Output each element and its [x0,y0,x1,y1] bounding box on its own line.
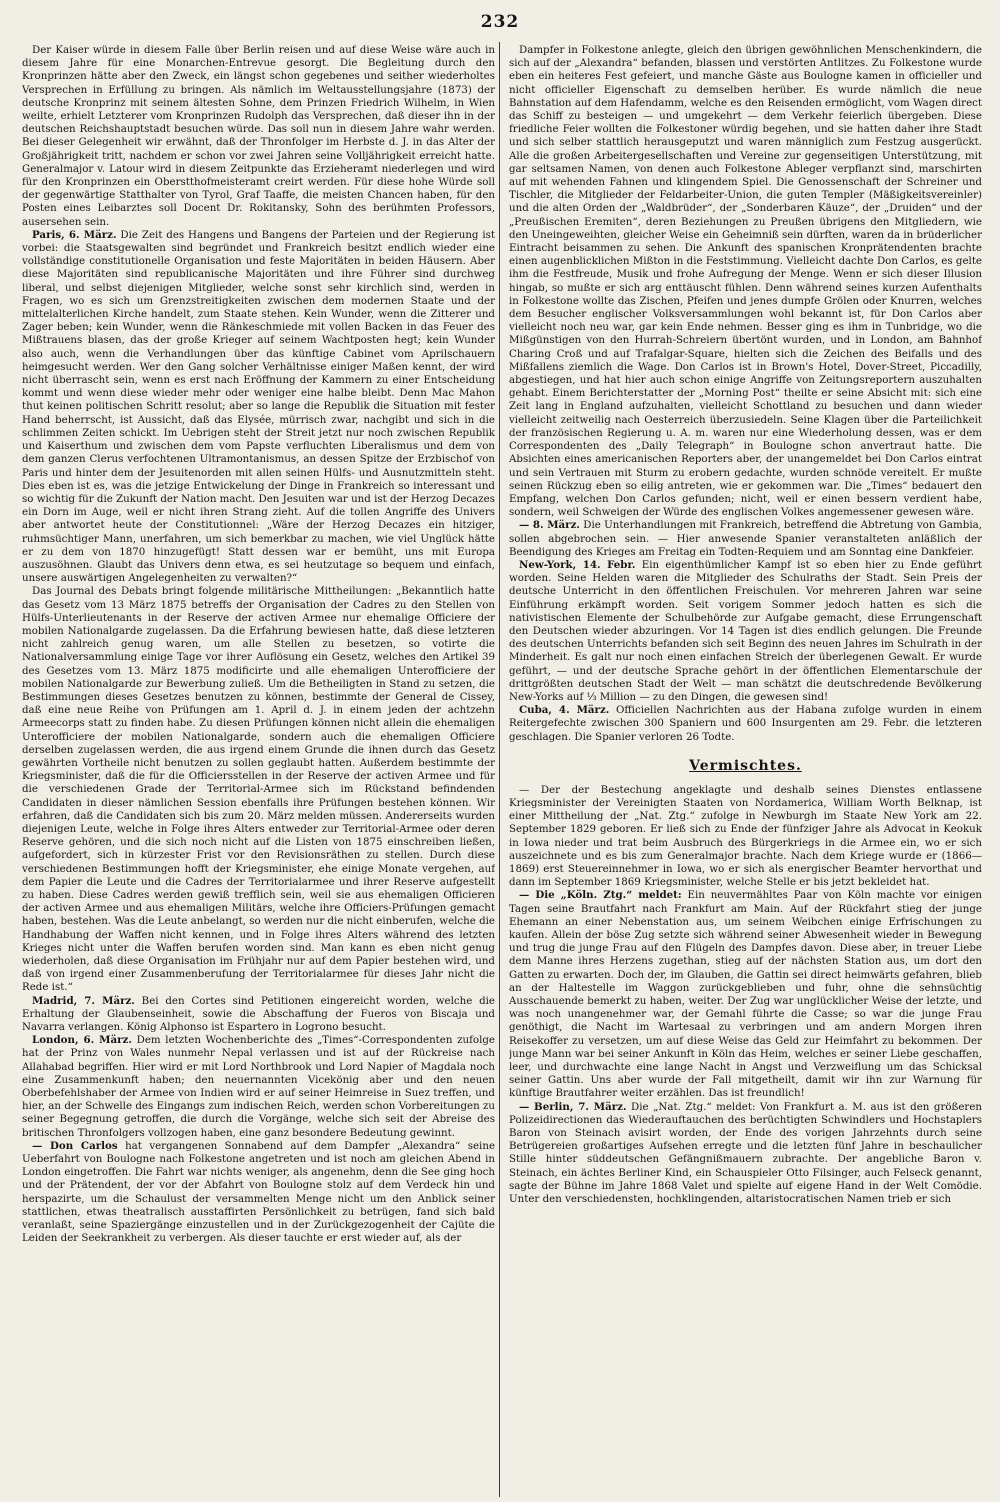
article-paragraph [509,44,982,519]
article-text: Dem letzten Wochenberichte des „Times“-Correspondenten zufolge hat der Prinz von Wales nunmehr Nepal verlassen und ist auf der Rückreise nach Allahabad begriffen. Hier wird er mit Lord Northbrook und Lord Napier of Magdala noch eine Zusammenkunft haben; den neuernannten Vicekönig aber und den neuen Oberbefehlshaber der Armee von Indien wird er auf seiner Heimreise in Suez treffen, und hier, an der Schwelle des Eingangs zum indischen Reich, werden schon Vorbereitungen zu seiner Begegnung getroffen, die durch die Vorgänge, welche sich seit der Abreise des britischen Thronfolgers vollzogen haben, eine ganz besondere Bedeutung gewinnt. [22,1034,495,1139]
columns [22,44,982,1496]
article-text: Ein eigenthümlicher Kampf ist so eben hier zu Ende geführt worden. Seine Helden waren die Mitglieder des Schulraths der Stadt. Sein Preis der deutsche Unterricht in den öffentlichen Freischulen. Vor mehreren Jahren war seine Einführung erkämpft worden. Seit vorigem Sommer jedoch hatten es sich die nativistischen Elemente der Schulbehörde zur Aufgabe gemacht, diese Errungenschaft den Deutschen wieder abzuringen. Vor 14 Tagen ist dies endlich gelungen. Die Freunde des deutschen Unterrichts befanden sich seit Beginn des neuen Jahres im Schulrath in der Minderheit. Es galt nur noch einen einfachen Streich der überlegenen Gewalt. Er wurde geführt, — und der deutsche Sprache gehört in der öffentlichen Elementarschule der drittgrößten deutschen Stadt der Welt — man schätzt die deutschredende Bevölkerung New-Yorks auf ⅓ Million — zu den Dingen, die gewesen sind! [509,558,982,703]
article-text: Ein neuvermähltes Paar von Köln machte vor einigen Tagen seine Brautfahrt nach Frankfurt am Main. Auf der Rückfahrt stieg der junge Ehemann an einer Nebenstation aus, um seinem Weibchen einige Erfrischungen zu kaufen. Allein der böse Zug setzte sich während seiner Abwesenheit wieder in Bewegung und trug die junge Frau auf den Flügeln des Dampfes davon. Diese aber, in treuer Liebe dem Manne ihres Herzens zugethan, stieg auf der nächsten Station aus, um dort den Gatten zu erwarten. Doch der, im Glauben, die Gattin sei direct heimwärts gefahren, blieb an der Haltestelle im Waggon zurückgeblieben und fuhr, ohne die sehnsüchtig Ausschauende bemerkt zu haben, weiter. Der Zug war unglücklicher Weise der letzte, und was noch unangenehmer war, der Gemahl führte die Casse; so war die junge Frau genöthigt, die Nacht im Wartesaal zu verbringen und am andern Morgen ihren Reisekoffer zu versetzen, um auf diese Weise das Geld zur Heimfahrt zu bekommen. Der junge Mann war bei seiner Ankunft in Köln das Heim, welches er seiner Liebe geschaffen, leer, und durchwachte eine lange Nacht in Angst und Verzweiflung um das Schicksal seiner Gattin. Uns aber wurde der Fall mitgetheilt, damit wir ihn zur Warnung für künftige Brautfahrer weiter erzählen. Das ist freundlich! [509,889,982,1100]
left-column [22,44,495,1496]
article-text: Die Zeit des Hangens und Bangens der Parteien und der Regierung ist vorbei: die Staatsgewalten sind begründet und Frankreich besitzt endlich wieder eine vollständige constitutionelle Organisation und feste Majoritäten in beiden Häusern. Aber diese Majoritäten sind republicanische Majoritäten und ihre Führer sind durchweg liberal, und selbst diejenigen Mitglieder, welche sonst sehr kirchlich sind, werden in Fragen, wo es sich um Grenzstreitigkeiten zwischen dem modernen Staate und der mittelalterlichen Kirche handelt, zum Staate stehen. Kein Wunder, wenn die Zitterer und Zager beben; kein Wunder, wenn die Ränkeschmiede mit vollen Backen in das Feuer des Mißtrauens blasen, das der große Krieger auf seinem Wachtposten hegt; kein Wunder also auch, wenn die Verhandlungen über das künftige Cabinet vom Aprilschauern heimgesucht werden. Wer den Gang solcher Verhältnisse einiger Maßen kennt, der wird nicht überrascht sein, wenn es erst nach Eröffnung der Kammern zu einer Entscheidung kommt und wenn diese wieder mehr oder weniger eine halbe bleibt. Denn Mac Mahon thut keinen politischen Schritt resolut; aber so lange die Republik die Situation mit fester Hand beherrscht, ist Aussicht, daß das Elysée, mürrisch zwar, nachgibt und sich in die schlimmen Zeiten schickt. Im Uebrigen steht der Streit jetzt nur noch zwischen Republik und Kaiserthum und zwischen dem vom Papste verfluchten Liberalismus und dem von dem ganzen Clerus verfochtenen Ultramontanismus, an dessen Spitze der Erzbischof von Paris und hinter dem der Jesuitenorden mit allen seinen Hülfs- und Ausnutzmitteln steht. Dies eben ist es, was die jetzige Entwickelung der Dinge in Frankreich so interessant und so wichtig für die Zukunft der Nation macht. Den Jesuiten war und ist der Herzog Decazes ein Dorn im Auge, weil er nicht ihren Strang zieht. Auf die tollen Angriffe des Univers aber antwortet heute der Constitutionnel: „Wäre der Herzog Decazes ein hitziger, ruhmsüchtiger Mann, unerfahren, um sich bemerkbar zu machen, wie viel Unglück hätte er zu dem von 1870 hinzugefügt! Statt dessen war er bemüht, uns mit Europa auszusöhnen. Glaubt das Univers denn etwa, es sei heutzutage so bequem und einfach, unsere auswärtigen Angelegenheiten zu verwalten?“ [22,228,495,585]
article-text: — Der der Bestechung angeklagte und deshalb seines Dienstes entlassene Kriegsminister der Vereinigten Staaten von Nordamerica, William Worth Belknap, ist einer Mittheilung der „Nat. Ztg.“ zufolge in Newburgh im Staate New York am 22. September 1829 geboren. Er ließ sich zu Ende der fünfziger Jahre als Advocat in Keokuk in Iowa nieder und trat beim Ausbruch des Bürgerkriegs in die Armee ein, wo er sich auszeichnete und es bis zum Generalmajor brachte. Nach dem Kriege wurde er (1866—1869) erst Steuereinnehmer in Iowa, wo er sich als energischer Beamter hervorthat und dann im September 1869 Kriegsminister, welche Stelle er bis jetzt bekleidet hat. [509,783,982,889]
dateline: — 8. März. [519,519,580,532]
right-column [509,44,982,1496]
section-heading: Vermischtes. [689,757,802,774]
article-text: Der Kaiser würde in diesem Falle über Berlin reisen und auf diese Weise wäre auch in diesem Jahre für eine Monarchen-Entrevue gesorgt. Die Begleitung durch den Kronprinzen hätte aber den Zweck, ein längst schon gegebenes und seither wiederholtes Versprechen in Erfüllung zu bringen. Als nämlich im Weltausstellungsjahre (1873) der deutsche Kronprinz mit seinem ältesten Sohne, dem Prinzen Friedrich Wilhelm, in Wien weilte, erhielt Letzterer vom Kronprinzen Rudolph das Versprechen, daß dieser ihn in der deutschen Reichshauptstadt besuchen würde. Das soll nun in diesem Jahre wahr werden. Bei dieser Gelegenheit wir erwähnt, daß der Thronfolger im Herbste d. J. in das Alter der Großjährigkeit tritt, nachdem er schon vor zwei Jahren seine Volljährigkeit erreicht hatte. Generalmajor v. Latour wird in diesem Zeitpunkte das Erzieheramt niederlegen und wird für den Kronprinzen ein Oberstthofmeisteramt creirt werden. Für diese hohe Würde soll der gegenwärtige Statthalter von Tyrol, Graf Taaffe, die meisten Chancen haben, für den Posten eines Leibarztes soll Docent Dr. Rokitansky, Sohn des berühmten Professors, ausersehen sein. [22,44,495,228]
article-text: Officiellen Nachrichten aus der Habana zufolge wurden in einem Reitergefechte zwischen 300 Spaniern und 600 Insurgenten am 29. Febr. die letzteren geschlagen. Die Spanier verloren 26 Todte. [509,704,982,743]
article-paragraph [22,229,495,585]
article-paragraph [509,704,982,744]
dateline: — Berlin, 7. März. [519,1100,627,1113]
article-text: Dampfer in Folkestone anlegte, gleich den übrigen gewöhnlichen Menschenkindern, die sich auf der „Alexandra“ befanden, blassen und verstörten Antlitzes. Zu Folkestone wurde eben ein heiteres Fest gefeiert, und manche Gäste aus Boulogne kamen in officieller und nicht officieller Eigenschaft zu demselben herüber. Es wurde nämlich die neue Bahnstation auf dem Hafendamm, welche es den Reisenden ermöglicht, vom Wagen direct das Schiff zu besteigen — und umgekehrt — dem Verkehr feierlich übergeben. Diese friedliche Feier wollten die Folkestoner würdig begehen, und sie hatten daher ihre Stadt und sich selber stattlich herausgeputzt und waren männiglich zum Festzug ausgerückt. Alle die großen Arbeitergesellschaften und Vereine zur gegenseitigen Unterstützung, mit gar seltsamen Namen, von denen auch Folkestone Ableger verpflanzt sind, marschirten auf mit wehenden Fahnen und klingendem Spiel. Die Genossenschaft der Schreiner und Tischler, die Mitglieder der Feldarbeiter-Union, die guten Templer (Mäßigkeitsvereinler) und die alten Orden der „Waldbrüder“, der „Sonderbaren Käuze“, der „Druiden“ und der „Preußischen Eremiten“, deren Beziehungen zu Preußen übrigens den Mitgliedern, wie den Uneingeweihten, gleicher Weise ein Geheimniß sein dürften, waren da in brüderlicher Eintracht beisammen zu sehen. Die Ankunft des spanischen Kronprätendenten brachte einen augenblicklichen Mißton in die Feststimmung. Vielleicht dachte Don Carlos, es gelte ihm die Festfreude, Musik und frohe Aufregung der Menge. Wenn er sich dieser Illusion hingab, so mußte er sich arg enttäuscht fühlen. Denn während seines kurzen Aufenthalts in Folkestone wollte das Zischen, Pfeifen und jenes dumpfe Grölen oder Knurren, welches dem Besucher englischer Volksversammlungen wohl bekannt ist, für Don Carlos aber vielleicht noch neu war, gar kein Ende nehmen. Besser ging es ihm in Tunbridge, wo die Mißgünstigen von den Hurrah-Schreiern übertönt wurden, und in London, am Bahnhof Charing Croß und auf Trafalgar-Square, hielten sich die Zeichen des Beifalls und des Mißfallens ziemlich die Wage. Don Carlos ist in Brown's Hotel, Dover-Street, Piccadilly, abgestiegen, und hat hier auch schon einige Angriffe von Zeitungsreportern auszuhalten gehabt. Einem Berichterstatter der „Morning Post“ theilte er seine Absicht mit: sich eine Zeit lang in England aufzuhalten, vielleicht Schottland zu besuchen und dann wieder vielleicht zeitweilig nach Oesterreich überzusiedeln. Seine Klagen über die Parteilichkeit der französischen Regierung u. A. m. waren nur eine Wiederholung dessen, was er dem Correspondenten des „Daily Telegraph“ in Boulogne schon anvertraut hatte. Die Absichten eines americanischen Reporters aber, der unangemeldet bei Don Carlos eintrat und sein Vertrauen mit Sturm zu erobern gedachte, wurden schnöde vereitelt. Er mußte seinen Rückzug eben so eilig antreten, wie er gekommen war. Die „Times“ bedauert den Empfang, welchen Don Carlos gefunden; nicht, weil er einen bessern verdient habe, sondern, weil Schweigen der Würde des englischen Volkes angemessener gewesen wäre. [509,44,982,519]
article-text: Die Unterhandlungen mit Frankreich, betreffend die Abtretung von Gambia, sollen abgebrochen sein. — Hier anwesende Spanier veranstalteten anläßlich der Beendigung des Krieges am Freitag ein Todten-Requiem und am Sonntag eine Dankfeier. [509,519,982,558]
article-paragraph [22,585,495,994]
dateline: New-York, 14. Febr. [519,558,636,571]
article-text: Die „Nat. Ztg.“ meldet: Von Frankfurt a. M. aus ist den größeren Polizeidirectionen das Wiederauftauchen des berüchtigten Schwindlers und Hochstaplers Baron von Steinach avisirt worden, der Ende des vorigen Jahrzehnts durch seine Betrügereien großartiges Aufsehen erregte und die letzten fünf Jahre in beschaulicher Stille hinter süddeutschen Gefängnißmauern zubrachte. Der angebliche Baron v. Steinach, ein ächtes Berliner Kind, ein Schauspieler Otto Filsinger, auch Felseck genannt, sagte der Bühne im Jahre 1868 Valet und spielte auf eigene Hand in der Welt Comödie. Unter den verschiedensten, hochklingenden, altaristocratischen Namen trieb er sich [509,1100,982,1206]
article-text: hat vergangenen Sonnabend auf dem Dampfer „Alexandra“ seine Ueberfahrt von Boulogne nach Folkestone angetreten und ist noch am gleichen Abend in London eingetroffen. Die Fahrt war nichts weniger, als angenehm, denn die See ging hoch und der Prätendent, der vor der Abfahrt von Boulogne stolz auf dem Verdeck hin und herspazirte, um die Schaulust der versammelten Menge nicht um den Anblick seiner stattlichen, etwas theatralisch ausstaffirten Persönlichkeit zu betrügen, fand sich bald veranlaßt, seine Spaziergänge einzustellen und in der Zurückgezogenheit der Cajüte die Leiden der Seekrankheit zu verbergen. Als dieser tauchte er erst wieder auf, als der [22,1139,495,1245]
article-paragraph [22,1034,495,1140]
article-paragraph [509,559,982,704]
article-paragraph [509,1101,982,1207]
dateline: Paris, 6. März. [32,228,117,241]
article-paragraph [22,1140,495,1246]
article-paragraph [509,889,982,1100]
dateline: London, 6. März. [32,1034,132,1047]
dateline: Madrid, 7. März. [32,994,135,1007]
dateline: Cuba, 4. März. [519,704,610,717]
article-paragraph [509,519,982,559]
article-paragraph [509,784,982,890]
dateline: — Die „Köln. Ztg.“ meldet: [519,889,682,902]
article-paragraph [22,995,495,1035]
dateline: — Don Carlos [32,1139,118,1152]
article-paragraph [22,44,495,229]
page-number: 232 [480,12,520,32]
article-text: Das Journal des Debats bringt folgende militärische Mittheilungen: „Bekanntlich hatte das Gesetz vom 13 März 1875 betreffs der Organisation der Cadres zu den Stellen von Hülfs-Unterlieutenants in der Reserve der activen Armee nur ehemalige Officiere der mobilen Nationalgarde zugelassen. Da die Erfahrung bewiesen hatte, daß diese letzteren nicht zahlreich genug waren, um alle Stellen zu besetzen, so votirte die Nationalversammlung einige Tage vor ihrer Auflösung ein Gesetz, welches den Artikel 39 des Gesetzes vom 13. März 1875 modificirte und alle ehemaligen Unterofficiere der mobilen Nationalgarde zur Bewerbung zuließ. Um die Betheiligten in Stand zu setzen, die Bestimmungen dieses Gesetzes benutzen zu können, bestimmte der General de Cissey, daß eine neue Reihe von Prüfungen am 1. April d. J. in einem jeden der achtzehn Armeecorps statt zu finden habe. Zu diesen Prüfungen können nicht allein die ehemaligen Unterofficiere der mobilen Nationalgarde, sondern auch die ehemaligen Officiere derselben zugelassen werden, die aus irgend einem Grunde die ihnen durch das Gesetz gewährten Vortheile nicht benutzen zu sollen geglaubt hatten. Außerdem bestimmte der Kriegsminister, daß die für die Officiersstellen in der Reserve der activen Armee und für die verschiedenen Grade der Territorial-Armee sich im Rückstand befindenden Candidaten in dieser nämlichen Session ebenfalls ihre Prüfungen bestehen können. Wir erfahren, daß die Candidaten sich bis zum 20. März melden müssen. Andererseits wurden diejenigen Leute, welche in Folge ihres Alters entweder zur Territorial-Armee oder deren Reserve gehören, und die sich noch nicht auf die Listen von 1875 einschreiben ließen, aufgefordert, sich in kürzester Frist vor den Revisionsräthen zu stellen. Durch diese verschiedenen Bestimmungen hofft der Kriegsminister, ehe einige Monate vergehen, auf dem Papier die Leute und die Cadres der Territorialarmee und ihrer Reserve aufgestellt zu haben. Diese Cadres werden gewiß trefflich sein, weil sie aus ehemaligen Officieren der activen Armee und aus ehemaligen Militärs, welche ihre Officiers-Prüfungen gemacht haben, bestehen. Was die Leute anbelangt, so werden nur die nicht einberufen, welche die Handhabung der Waffen nicht kennen, und in Folge ihres Alters während des letzten Krieges nicht unter die Waffen berufen worden sind. Man kann es eben nicht genug wiederholen, daß diese Organisation im Frühjahr nur auf dem Papier bestehen wird, und daß von irgend einer Zusammenberufung der Territorialarmee für dieses Jahr nicht die Rede ist.“ [22,585,495,994]
article-text: Bei den Cortes sind Petitionen eingereicht worden, welche die Erhaltung der Glaubenseinheit, sowie die Abschaffung der Fueros von Biscaja und Navarra verlangen. König Alphonso ist Espartero in Logrono besucht. [22,994,495,1034]
